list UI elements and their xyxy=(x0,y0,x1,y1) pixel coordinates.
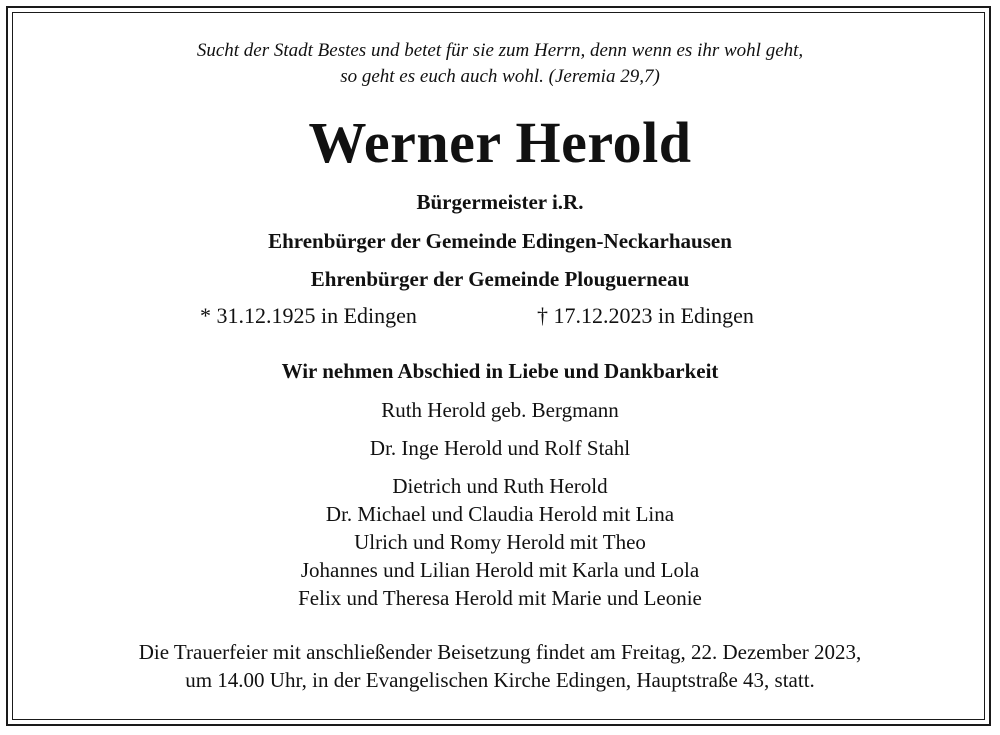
bible-quote-line-1: Sucht der Stadt Bestes und betet für sie zum Herrn, denn wenn es ihr wohl geht, xyxy=(196,40,804,61)
mourner-line: Dietrich und Ruth Herold xyxy=(392,474,608,498)
farewell-heading: Wir nehmen Abschied in Liebe und Dankbarkeit xyxy=(281,359,719,383)
deceased-name: Werner Herold xyxy=(308,110,692,175)
death-date: † 17.12.2023 in Edingen xyxy=(537,303,754,328)
mourner-line: Ulrich und Romy Herold mit Theo xyxy=(354,530,646,554)
mourner-line: Felix und Theresa Herold mit Marie und Leonie xyxy=(298,586,702,610)
deceased-title-honorary-citizen-plouguerneau: Ehrenbürger der Gemeinde Plouguerneau xyxy=(310,267,690,291)
birth-date: * 31.12.1925 in Edingen xyxy=(200,303,417,328)
deceased-title-honorary-citizen-edingen: Ehrenbürger der Gemeinde Edingen-Neckarhausen xyxy=(268,229,732,253)
funeral-details-line-2: um 14.00 Uhr, in der Evangelischen Kirche Edingen, Hauptstraße 43, statt. xyxy=(185,668,815,692)
mourner-line: Johannes und Lilian Herold mit Karla und Lola xyxy=(300,558,700,582)
funeral-details xyxy=(0,638,1000,694)
funeral-details-line-1: Die Trauerfeier mit anschließender Beisetzung findet am Freitag, 22. Dezember 2023, xyxy=(138,640,862,664)
deceased-title-mayor: Bürgermeister i.R. xyxy=(416,190,584,214)
mourner-line: Dr. Inge Herold und Rolf Stahl xyxy=(369,436,631,460)
mourner-line: Ruth Herold geb. Bergmann xyxy=(381,398,619,422)
mourner-line: Dr. Michael und Claudia Herold mit Lina xyxy=(325,502,675,526)
bible-quote-line-2: so geht es euch auch wohl. (Jeremia 29,7) xyxy=(340,66,660,87)
bible-quote xyxy=(0,38,1000,90)
